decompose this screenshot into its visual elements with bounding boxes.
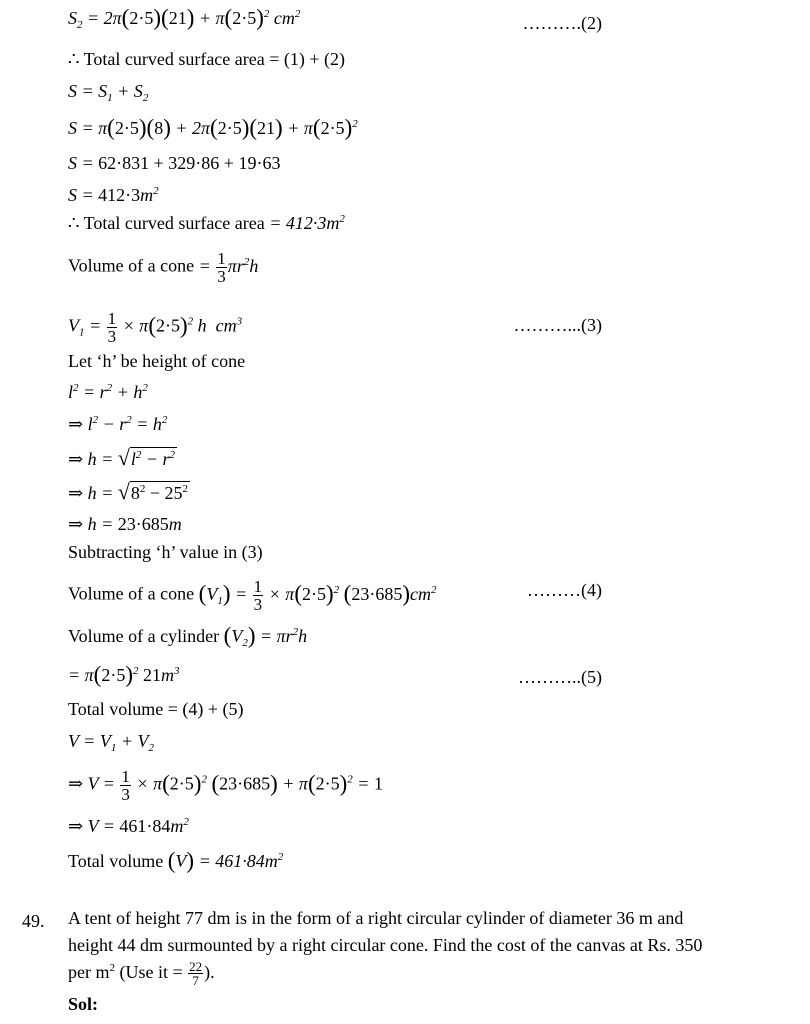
equation-s-numeric: S = 62·831 + 329·86 + 19·63 (68, 153, 281, 173)
text-total-csa-sum: ∴ Total curved surface area = (1) + (2) (68, 49, 346, 69)
equation-pythagoras: $l^2 = r^2 + h^2$ (68, 382, 148, 402)
text-total-volume-sum: Total volume = (4) + (5) (68, 699, 244, 719)
equation-h-sqrt: ⇒ $h = √l^2 - r^2$ (68, 445, 175, 470)
equation-tag-5: ………..(5) (518, 667, 602, 687)
equation-v1: $V_1$ = $\frac{1}{3}$ × $\pi(2\cdot 5)^2$ h $cm^3$ (68, 309, 243, 346)
equation-v2-numeric: = $\pi(2\cdot 5)^2$ $21m^3$ (68, 662, 180, 687)
text-volume-cone-v1: Volume of a cone $(V_1)$ = $\frac{1}{3}$ × $\pi(2\cdot 5)^2$ $(23\cdot 685)cm^2$ (68, 577, 437, 614)
sol-label: Sol: (68, 994, 99, 1015)
question-line-2: height 44 dm surmounted by a right circular cone. Find the cost of the canvas at Rs. 350 (68, 935, 703, 955)
text-volume-cylinder: Volume of a cylinder $(V_2) = \pi r^2h$ (68, 623, 308, 649)
question-line-3: per $m^2$ (Use it = $\frac{22}{7}$ ). (68, 959, 215, 989)
equation-h-sqrt-numeric: ⇒ $h = √8^2 - 25^2$ (68, 479, 188, 504)
equation-v-result: ⇒ $V = 461\cdot 84m^2$ (68, 816, 189, 836)
text-subtracting-h: Subtracting ‘h’ value in (3) (68, 542, 263, 562)
text-total-csa-result: ∴ Total curved surface area = $412\cdot 3m^2$ (68, 213, 345, 233)
equation-v-expanded: ⇒ V = $\frac{1}{3}$ × $\pi(2\cdot 5)^2$ $(23\cdot 685) + \pi(2\cdot 5)^2 = 1$ (68, 767, 383, 804)
equation-tag-3: ………...(3) (513, 315, 602, 335)
equation-s-result: $S = 412\cdot 3m^2$ (68, 185, 159, 205)
equation-tag-4: ………(4) (527, 580, 602, 600)
equation-h-result: ⇒ h = 23·685m (68, 514, 182, 534)
text-volume-cone-formula: Volume of a cone = $\frac{1}{3}$ $\pi r^2h$ (68, 249, 259, 286)
equation-v-sum: $V = V_1 + V_2$ (68, 731, 154, 754)
question-text (68, 905, 788, 1018)
equation-s-sum: $S = S_1 + S_2$ (68, 81, 149, 104)
question-number: 49. (22, 911, 45, 931)
equation-tag-2: ……….(2) (522, 13, 602, 33)
text-let-h: Let ‘h’ be height of cone (68, 351, 246, 371)
equation-s2: $S_2 = 2\pi(2\cdot 5)(21) + \pi(2\cdot 5)^2$ $cm^2$ (68, 5, 301, 31)
equation-s-expanded: $S = \pi(2\cdot 5)(8) + 2\pi(2\cdot 5)(21) + \pi(2\cdot 5)^2$ (68, 115, 358, 140)
equation-h-squared: ⇒ $l^2 - r^2 = h^2$ (68, 414, 168, 434)
text-total-volume-result: Total volume $(V) = 461\cdot 84m^2$ (68, 848, 284, 873)
question-line-1: A tent of height 77 dm is in the form of a right circular cylinder of diameter 36 m and (68, 908, 684, 928)
fraction-22-7: $\frac{22}{7}$ (189, 959, 203, 989)
